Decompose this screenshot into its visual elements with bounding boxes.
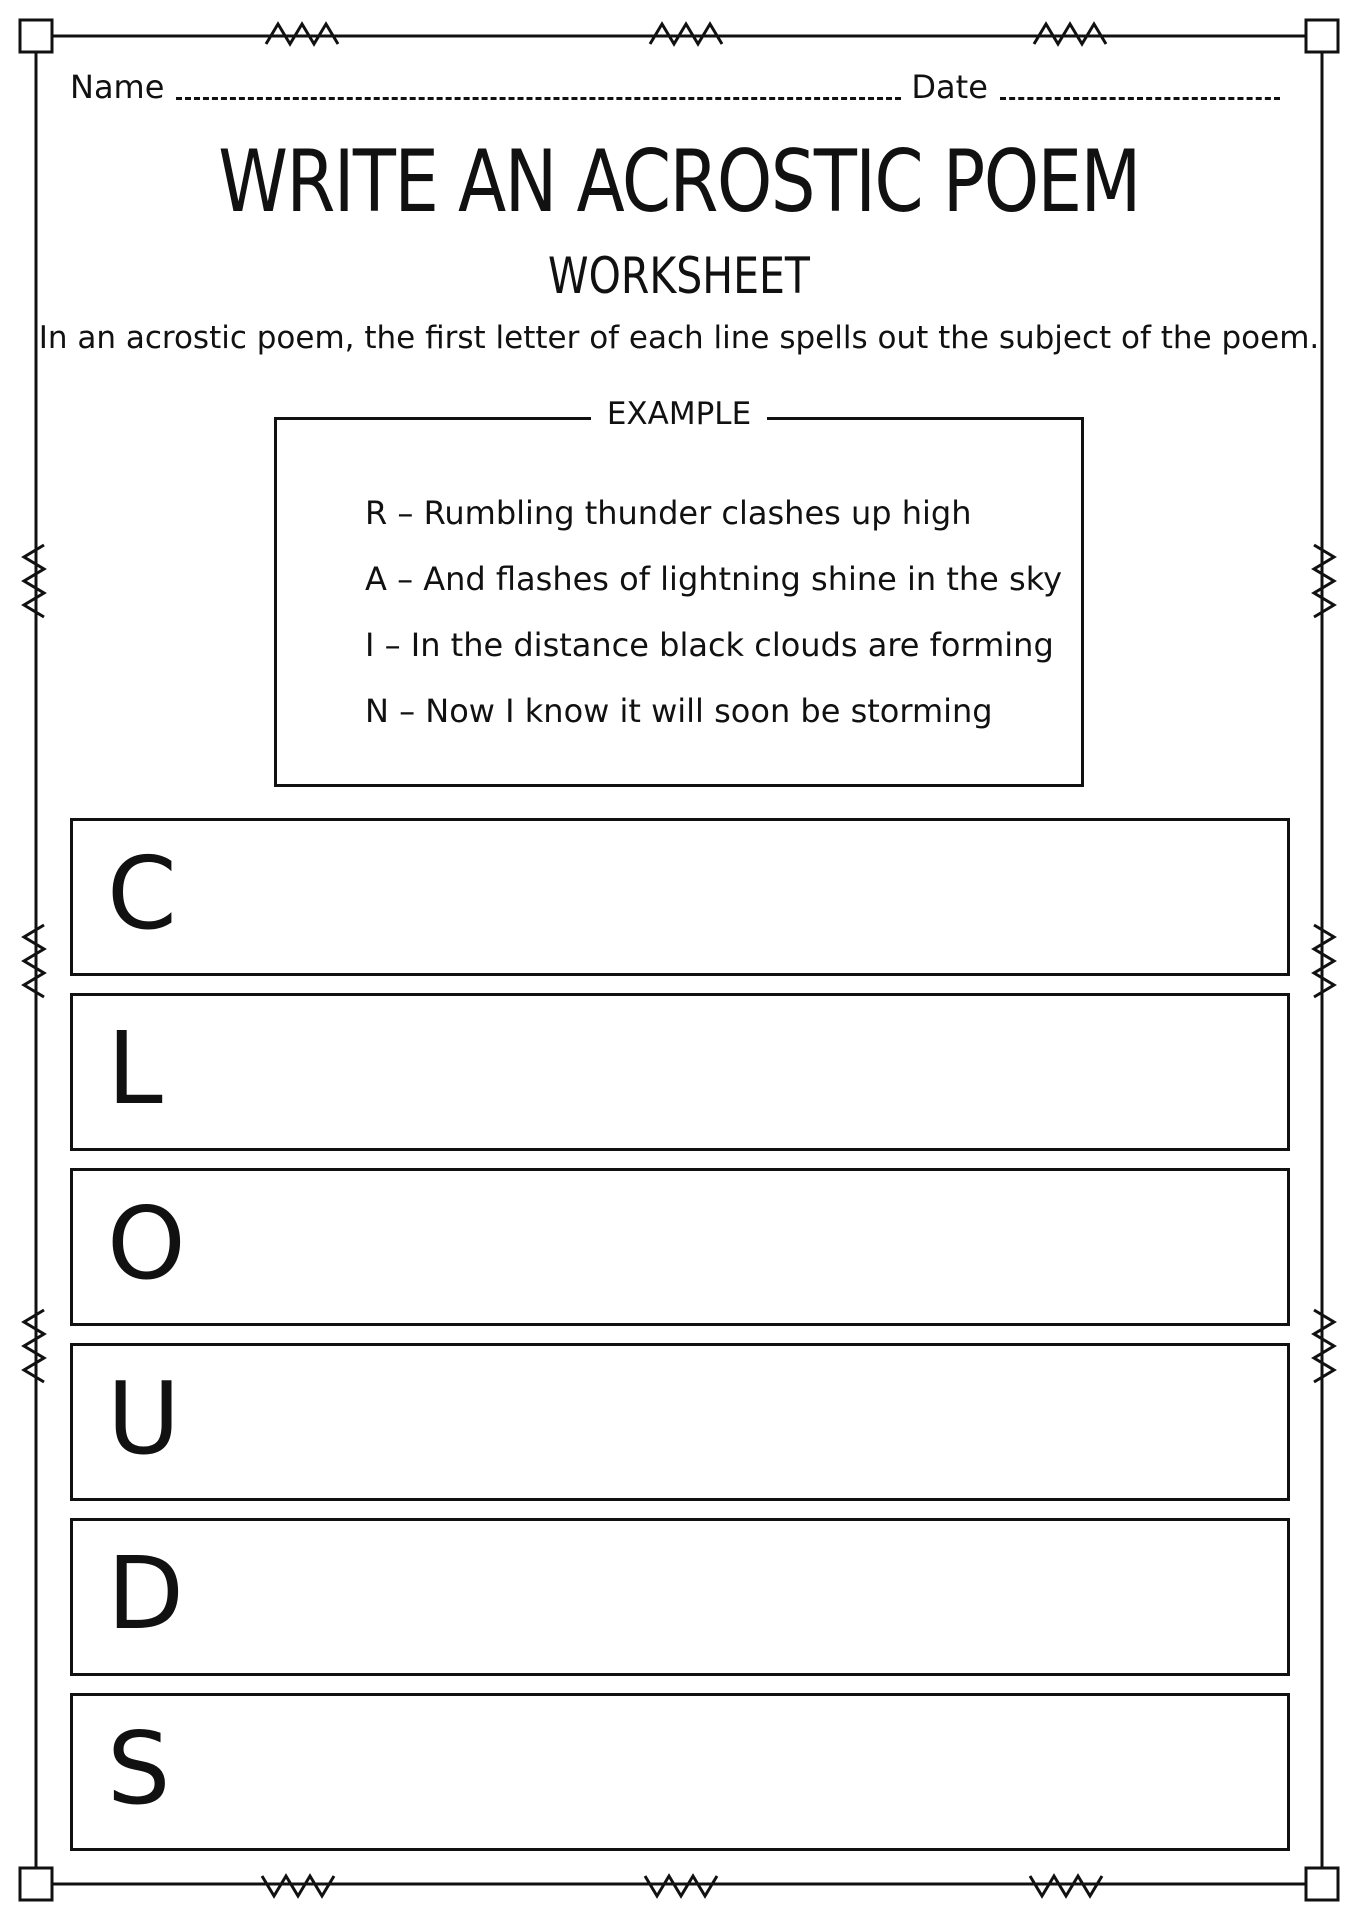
poem-line-u[interactable] bbox=[70, 1343, 1290, 1501]
poem-line-letter: U bbox=[107, 1360, 181, 1477]
example-label-text: EXAMPLE bbox=[591, 396, 767, 432]
poem-line-l[interactable] bbox=[70, 993, 1290, 1151]
example-label bbox=[277, 396, 1081, 432]
poem-line-letter: O bbox=[107, 1185, 186, 1302]
poem-line-letter: C bbox=[107, 835, 177, 952]
name-field[interactable] bbox=[176, 97, 901, 100]
example-box bbox=[274, 396, 1084, 787]
date-label: Date bbox=[911, 68, 988, 106]
example-line: N – Now I know it will soon be storming bbox=[365, 692, 993, 730]
example-line: I – In the distance black clouds are forming bbox=[365, 626, 1054, 664]
name-label: Name bbox=[70, 68, 165, 106]
page-subtitle: WORKSHEET bbox=[548, 247, 810, 305]
poem-line-letter: D bbox=[107, 1535, 185, 1652]
date-field[interactable] bbox=[1000, 97, 1280, 100]
poem-writing-area bbox=[70, 818, 1290, 1868]
example-poem bbox=[365, 480, 1062, 744]
poem-line-o[interactable] bbox=[70, 1168, 1290, 1326]
example-line: R – Rumbling thunder clashes up high bbox=[365, 494, 972, 532]
example-line: A – And flashes of lightning shine in the sky bbox=[365, 560, 1063, 598]
poem-line-s[interactable] bbox=[70, 1693, 1290, 1851]
poem-line-letter: S bbox=[107, 1710, 171, 1827]
page-title: WRITE AN ACROSTIC POEM bbox=[218, 132, 1140, 232]
poem-line-d[interactable] bbox=[70, 1518, 1290, 1676]
poem-line-c[interactable] bbox=[70, 818, 1290, 976]
instructions-text: In an acrostic poem, the first letter of each line spells out the subject of the poem. bbox=[38, 320, 1320, 356]
poem-line-letter: L bbox=[107, 1010, 163, 1127]
header-row bbox=[70, 62, 1290, 106]
